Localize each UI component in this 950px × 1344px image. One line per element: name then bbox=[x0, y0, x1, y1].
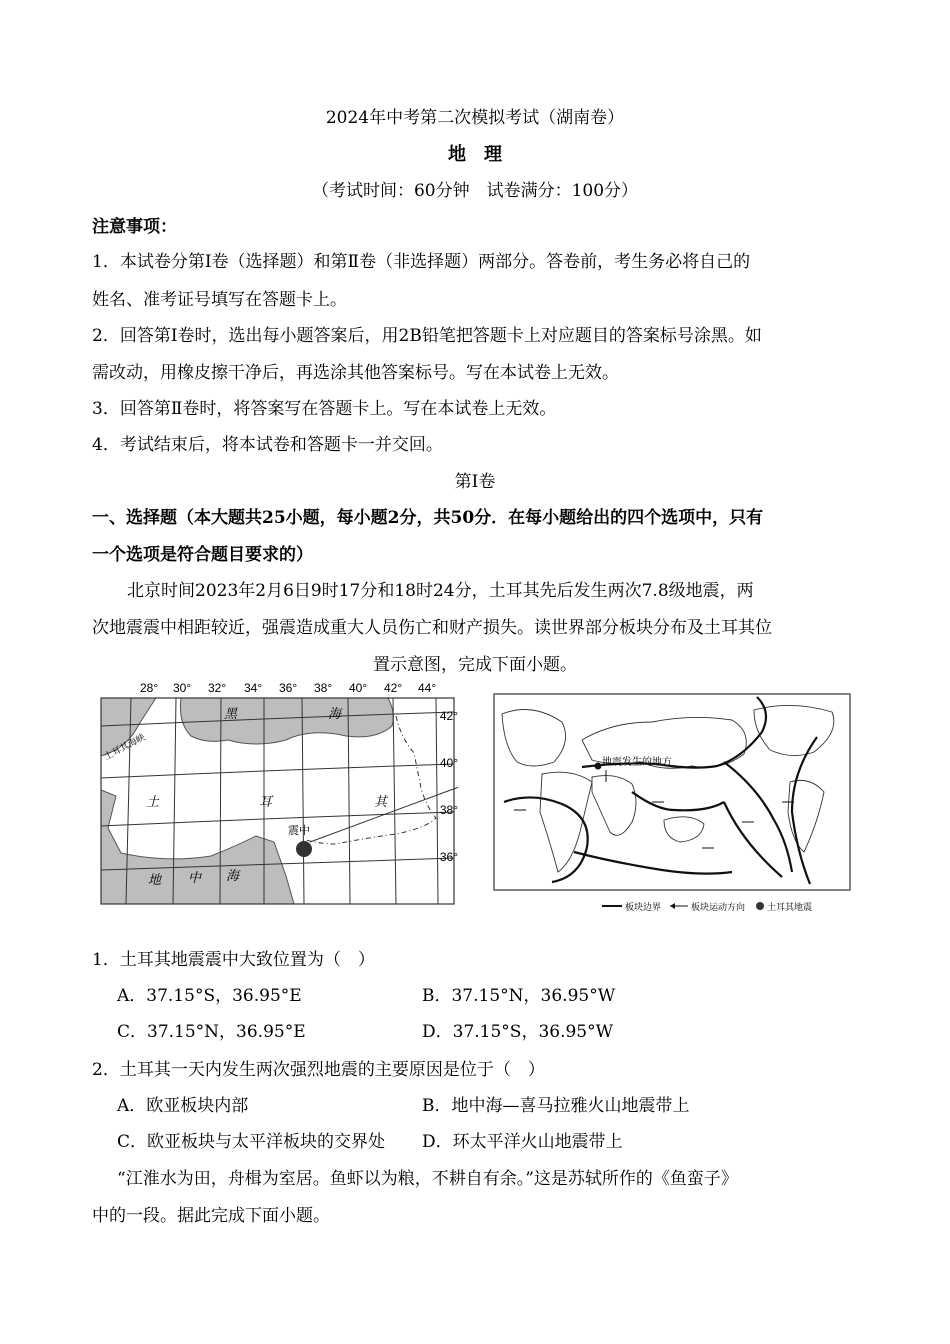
legend bbox=[602, 901, 812, 912]
world-plate-map bbox=[492, 692, 854, 918]
lat-label: 40° bbox=[439, 756, 458, 770]
turkey-map bbox=[96, 678, 458, 908]
option-d: D．环太平洋火山地震带上 bbox=[422, 1132, 623, 1152]
passage-line: “江淮水为田，舟楫为室居。鱼虾以为粮，不耕自有余。”这是苏轼所作的《鱼蛮子》 bbox=[117, 1169, 738, 1189]
turkey-label: 土 bbox=[146, 794, 160, 809]
option-c: C．37.15°N，36.95°E bbox=[117, 1022, 306, 1042]
section-heading: 一个选项是符合题目要求的） bbox=[92, 545, 313, 565]
volume-title: 第Ⅰ卷 bbox=[454, 472, 496, 492]
lon-label: 38° bbox=[314, 681, 333, 695]
exam-info: （考试时间：60分钟 试卷满分：100分） bbox=[311, 181, 639, 201]
notice-line: 需改动，用橡皮擦干净后，再选涂其他答案标号。写在本试卷上无效。 bbox=[92, 363, 619, 383]
lon-label: 42° bbox=[384, 681, 403, 695]
passage-line: 北京时间2023年2月6日9时17分和18时24分，土耳其先后发生两次7.8级地震，两 bbox=[127, 581, 754, 601]
strait-label: 土耳其海峡 bbox=[102, 731, 147, 762]
question-stem: 1．土耳其地震震中大致位置为（ ） bbox=[92, 950, 375, 970]
turkey-label: 其 bbox=[374, 794, 388, 809]
turkey-quake-marker bbox=[595, 763, 602, 770]
black-sea-label: 黑 bbox=[224, 706, 238, 721]
quake-label: 地震发生的地方 bbox=[602, 757, 672, 768]
turkey-label: 耳 bbox=[259, 794, 273, 809]
legend-quake-swatch bbox=[756, 902, 764, 910]
option-b: B．地中海—喜马拉雅火山地震带上 bbox=[422, 1096, 690, 1116]
mediterranean-label: 中 bbox=[188, 870, 202, 885]
passage-line: 中的一段。据此完成下面小题。 bbox=[92, 1206, 330, 1226]
notice-line: 1．本试卷分第Ⅰ卷（选择题）和第Ⅱ卷（非选择题）两部分。答卷前，考生务必将自己的 bbox=[92, 252, 751, 272]
option-d: D．37.15°S，36.95°W bbox=[422, 1022, 614, 1042]
notice-line: 姓名、准考证号填写在答题卡上。 bbox=[92, 290, 347, 310]
question-stem: 2．土耳其一天内发生两次强烈地震的主要原因是位于（ ） bbox=[92, 1060, 545, 1080]
option-c: C．欧亚板块与太平洋板块的交界处 bbox=[117, 1132, 386, 1152]
option-a: A．37.15°S，36.95°E bbox=[117, 986, 302, 1006]
exam-title: 2024年中考第二次模拟考试（湖南卷） bbox=[325, 108, 625, 128]
section-heading: 一、选择题（本大题共25小题，每小题2分，共50分．在每小题给出的四个选项中，只有 bbox=[92, 508, 764, 528]
legend-quake-label: 土耳其地震 bbox=[767, 902, 813, 912]
lat-label: 42° bbox=[439, 709, 458, 723]
lon-label: 30° bbox=[173, 681, 192, 695]
legend-motion-label: 板块运动方向 bbox=[691, 902, 746, 912]
option-b: B．37.15°N，36.95°W bbox=[422, 986, 616, 1006]
lon-label: 32° bbox=[208, 681, 227, 695]
passage-line: 置示意图，完成下面小题。 bbox=[373, 655, 577, 675]
notice-line: 3．回答第Ⅱ卷时，将答案写在答题卡上。写在本试卷上无效。 bbox=[92, 399, 557, 419]
notice-line: 2．回答第Ⅰ卷时，选出每小题答案后，用2B铅笔把答题卡上对应题目的答案标号涂黑。如 bbox=[92, 326, 762, 346]
lat-label: 36° bbox=[439, 850, 458, 864]
epicenter-label: 震中 bbox=[288, 825, 310, 837]
lon-label: 34° bbox=[244, 681, 263, 695]
lon-label: 36° bbox=[279, 681, 298, 695]
lon-label: 40° bbox=[349, 681, 368, 695]
legend-arrow-icon bbox=[670, 903, 675, 909]
black-sea-label: 海 bbox=[328, 706, 342, 721]
legend-boundary-label: 板块边界 bbox=[625, 902, 662, 912]
mediterranean-label: 地 bbox=[148, 872, 162, 887]
passage-line: 次地震震中相距较近，强震造成重大人员伤亡和财产损失。读世界部分板块分布及土耳其位 bbox=[92, 618, 772, 638]
mediterranean-label: 海 bbox=[226, 868, 240, 883]
subject-title: 地 理 bbox=[448, 144, 502, 165]
notice-heading: 注意事项： bbox=[92, 217, 177, 237]
option-a: A．欧亚板块内部 bbox=[117, 1096, 249, 1116]
lat-label: 38° bbox=[439, 803, 458, 817]
notice-line: 4．考试结束后，将本试卷和答题卡一并交回。 bbox=[92, 435, 443, 455]
lon-label: 44° bbox=[418, 681, 437, 695]
epicenter-marker bbox=[296, 841, 312, 857]
lon-label: 28° bbox=[140, 681, 159, 695]
